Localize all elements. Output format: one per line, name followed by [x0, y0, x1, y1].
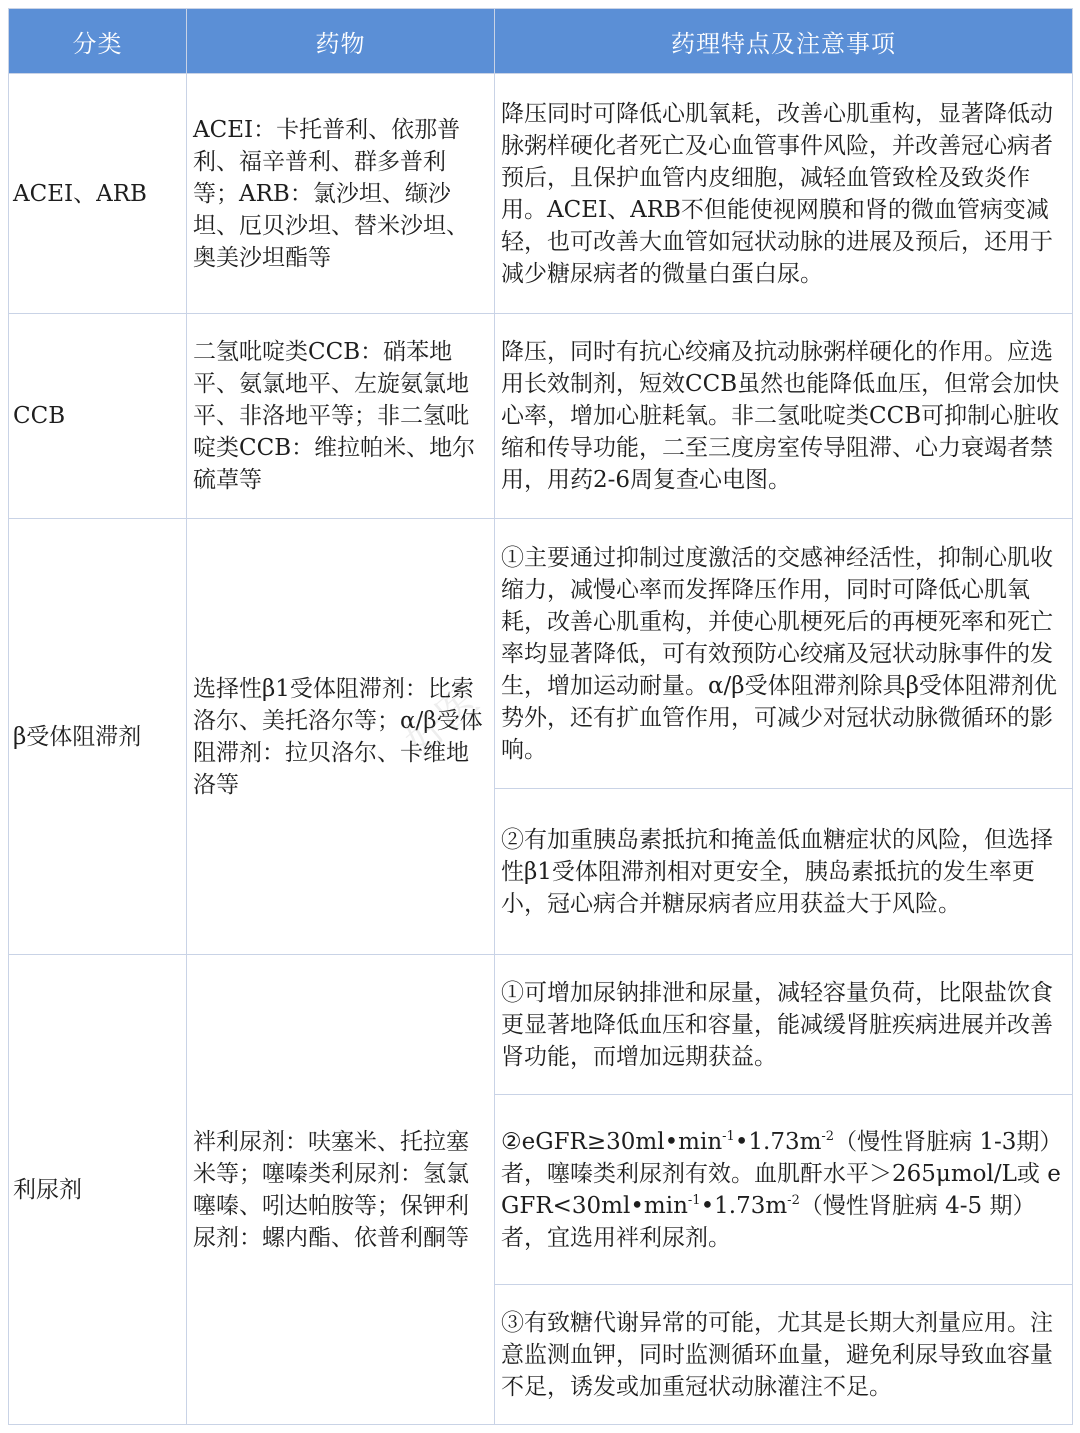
table-row — [9, 955, 1073, 1095]
drug-cell: 袢利尿剂：呋塞米、托拉塞米等；噻嗪类利尿剂：氢氯噻嗪、吲达帕胺等；保钾利尿剂：螺内酯、依普利酮等 — [187, 955, 495, 1425]
drug-cell: ACEI：卡托普利、依那普利、福辛普利、群多普利等；ARB：氯沙坦、缬沙坦、厄贝沙坦、替米沙坦、奥美沙坦酯等 — [187, 74, 495, 314]
notes-cell: ①可增加尿钠排泄和尿量，减轻容量负荷，比限盐饮食更显著地降低血压和容量，能减缓肾脏疾病进展并改善肾功能，而增加远期获益。 — [495, 955, 1073, 1095]
drug-cell: 选择性β1受体阻滞剂：比索洛尔、美托洛尔等；α/β受体阻滞剂：拉贝洛尔、卡维地洛等 — [187, 519, 495, 955]
category-cell: CCB — [9, 314, 187, 519]
notes-cell: ③有致糖代谢异常的可能，尤其是长期大剂量应用。注意监测血钾，同时监测循环血量，避免利尿导致血容量不足，诱发或加重冠状动脉灌注不足。 — [495, 1285, 1073, 1425]
category-cell: ACEI、ARB — [9, 74, 187, 314]
egfr-text-5: （慢性肾脏病 4-5 期）者，宜选用袢利尿剂。 — [501, 1192, 1036, 1251]
notes-cell: 降压，同时有抗心绞痛及抗动脉粥样硬化的作用。应选用长效制剂，短效CCB虽然也能降低血压，但常会加快心率，增加心脏耗氧。非二氢吡啶类CCB可抑制心脏收缩和传导功能，二至三度房室传导阻滞、心力衰竭者禁用，用药2-6周复查心电图。 — [495, 314, 1073, 519]
category-cell: 利尿剂 — [9, 955, 187, 1425]
drug-cell: 二氢吡啶类CCB：硝苯地平、氨氯地平、左旋氨氯地平、非洛地平等；非二氢吡啶类CCB：维拉帕米、地尔硫䓬等 — [187, 314, 495, 519]
watermark: 好医 — [396, 677, 488, 765]
egfr-sup-3: -1 — [687, 1192, 701, 1208]
header-notes: 药理特点及注意事项 — [495, 9, 1073, 74]
header-drug: 药物 — [187, 9, 495, 74]
egfr-text-4: •1.73m — [700, 1192, 788, 1219]
notes-cell: ①主要通过抑制过度激活的交感神经活性，抑制心肌收缩力，减慢心率而发挥降压作用，同时可降低心肌氧耗，改善心肌重构，并使心肌梗死后的再梗死率和死亡率均显著降低，可有效预防心绞痛及冠状动脉事件的发生，增加运动耐量。α/β受体阻滞剂除具β受体阻滞剂优势外，还有扩血管作用，可减少对冠状动脉微循环的影响。 — [495, 519, 1073, 789]
egfr-text-2: •1.73m — [734, 1128, 822, 1155]
egfr-sup-2: -2 — [821, 1128, 835, 1144]
egfr-text-3: （慢性肾脏病 1-3期）者，噻嗪类利尿剂有效。血肌酐水平＞265μmol/L或 eGFR<30ml•min — [501, 1128, 1061, 1219]
header-row — [9, 9, 1073, 74]
notes-cell: 降压同时可降低心肌氧耗，改善心肌重构，显著降低动脉粥样硬化者死亡及心血管事件风险，并改善冠心病者预后，且保护血管内皮细胞，减轻血管致栓及致炎作用。ACEI、ARB不但能使视网膜和肾的微血管病变减轻，也可改善大血管如冠状动脉的进展及预后，还用于减少糖尿病者的微量白蛋白尿。 — [495, 74, 1073, 314]
notes-cell: ②有加重胰岛素抵抗和掩盖低血糖症状的风险，但选择性β1受体阻滞剂相对更安全，胰岛素抵抗的发生率更小，冠心病合并糖尿病者应用获益大于风险。 — [495, 789, 1073, 955]
header-category: 分类 — [9, 9, 187, 74]
notes-cell-egfr — [495, 1095, 1073, 1285]
egfr-text-1: ②eGFR≥30ml•min — [501, 1128, 723, 1155]
egfr-sup-1: -1 — [722, 1128, 735, 1144]
category-cell: β受体阻滞剂 — [9, 519, 187, 955]
drug-table — [8, 8, 1073, 1425]
table-row — [9, 519, 1073, 789]
table-row — [9, 314, 1073, 519]
egfr-sup-4: -2 — [787, 1192, 800, 1208]
table-row — [9, 74, 1073, 314]
